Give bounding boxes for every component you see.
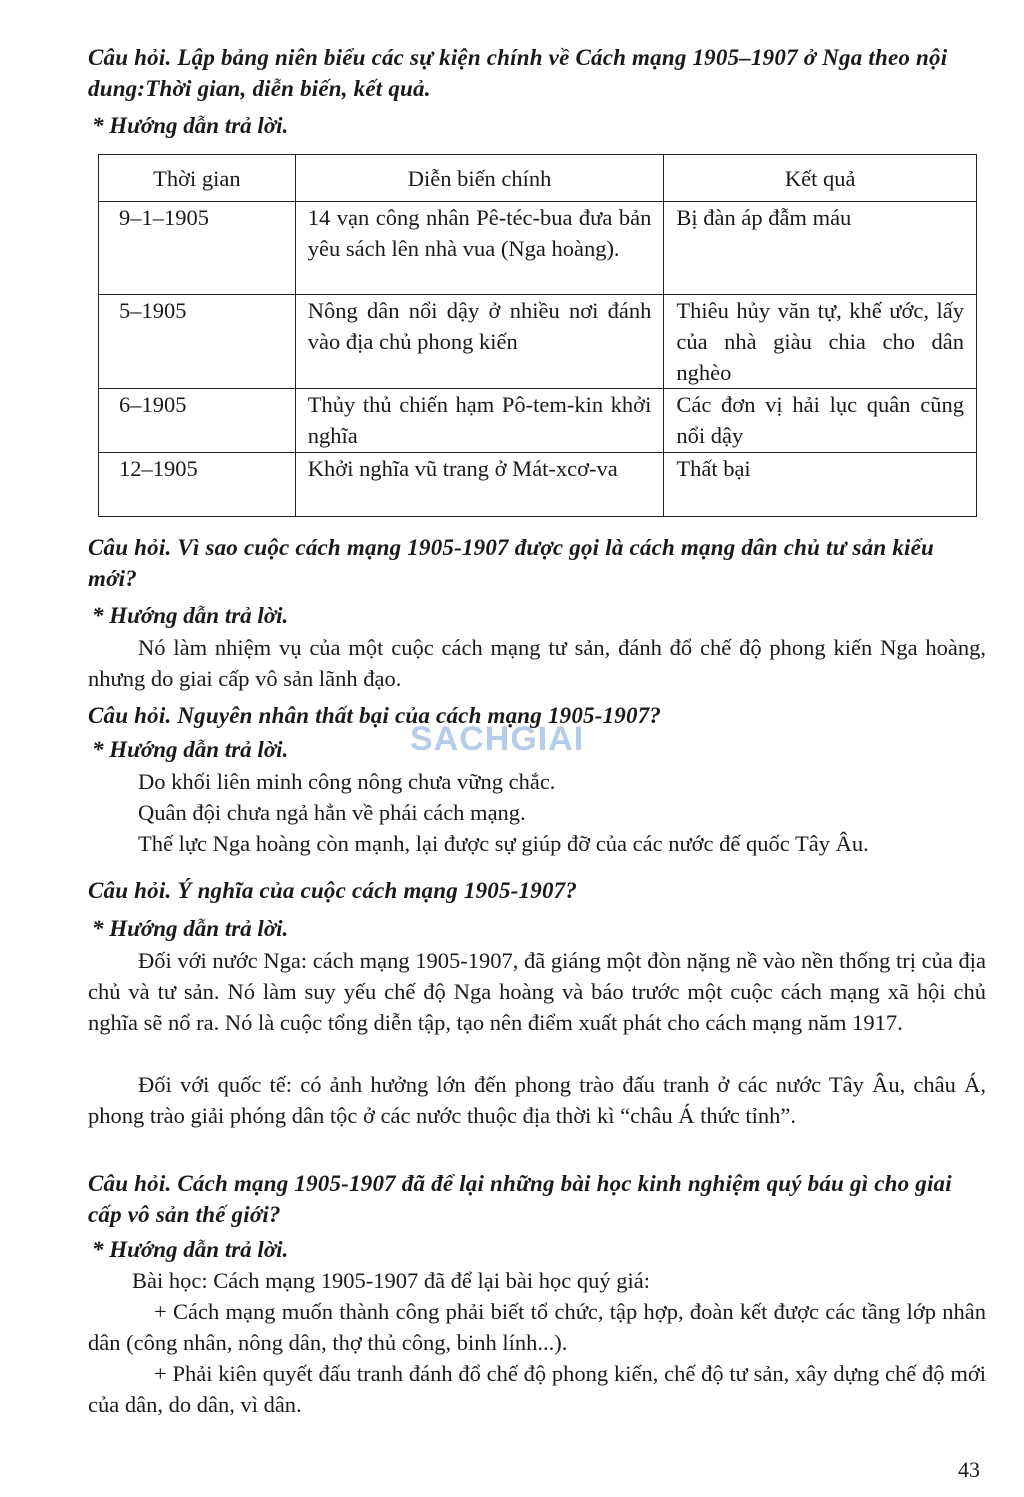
answer-paragraph: Đối với nước Nga: cách mạng 1905-1907, đã giáng một đòn nặng nề vào nền thống trị của địa chủ và tư sản. Nó làm suy yếu chế độ Nga hoàng và báo trước một cuộc cách mạng xã hội chủ nghĩa sẽ nổ ra. Nó là cuộc tổng diễn tập, tạo nên điểm xuất phát cho cách mạng năm 1917. (88, 948, 986, 1035)
answer-guide-heading: * Hướng dẫn trả lời. (92, 737, 289, 762)
answer-paragraph: Nó làm nhiệm vụ của một cuộc cách mạng tư sản, đánh đổ chế độ phong kiến Nga hoàng, nhưng do giai cấp vô sản lãnh đạo. (88, 635, 986, 691)
col-header-time: Thời gian (99, 155, 296, 202)
question-1: Câu hỏi. Lập bảng niên biểu các sự kiện chính về Cách mạng 1905–1907 ở Nga theo nội dung:Thời gian, diễn biến, kết quả. (88, 45, 948, 101)
question-3: Câu hỏi. Nguyên nhân thất bại của cách mạng 1905-1907? (88, 703, 662, 728)
col-header-result: Kết quả (664, 155, 977, 202)
answer-paragraph: Đối với quốc tế: có ảnh hưởng lớn đến phong trào đấu tranh ở các nước Tây Âu, châu Á, phong trào giải phóng dân tộc ở các nước thuộc địa thời kì “châu Á thức tỉnh”. (88, 1072, 986, 1128)
cell-event: Khởi nghĩa vũ trang ở Mát-xcơ-va (295, 453, 664, 517)
answer-guide-heading: * Hướng dẫn trả lời. (92, 916, 289, 941)
cell-time: 5–1905 (99, 295, 296, 389)
answer-bullet: + Cách mạng muốn thành công phải biết tổ chức, tập hợp, đoàn kết được các tầng lớp nhân dân (công nhân, nông dân, thợ thủ công, binh lính...). (88, 1299, 986, 1355)
watermark-logo: SACHGIAI (410, 720, 585, 758)
cell-event: Thủy thủ chiến hạm Pô-tem-kin khởi nghĩa (295, 389, 664, 453)
answer-guide-heading: * Hướng dẫn trả lời. (92, 113, 289, 138)
table-header-row (99, 155, 977, 202)
col-header-events: Diễn biến chính (295, 155, 664, 202)
question-4: Câu hỏi. Ý nghĩa của cuộc cách mạng 1905-1907? (88, 878, 578, 903)
answer-bullet: + Phải kiên quyết đấu tranh đánh đổ chế độ phong kiến, chế độ tư sản, xây dựng chế độ mới của dân, do dân, vì dân. (88, 1361, 986, 1417)
answer-intro: Bài học: Cách mạng 1905-1907 đã để lại bài học quý giá: (132, 1268, 650, 1293)
question-5: Câu hỏi. Cách mạng 1905-1907 đã để lại những bài học kinh nghiệm quý báu gì cho giai cấp vô sản thế giới? (88, 1171, 952, 1227)
answer-line: Quân đội chưa ngả hẳn về phái cách mạng. (138, 800, 526, 825)
cell-event: 14 vạn công nhân Pê-téc-bua đưa bản yêu sách lên nhà vua (Nga hoàng). (295, 202, 664, 295)
cell-time: 12–1905 (99, 453, 296, 517)
answer-guide-heading: * Hướng dẫn trả lời. (92, 1237, 289, 1262)
answer-line: Do khối liên minh công nông chưa vững chắc. (138, 769, 556, 794)
question-2: Câu hỏi. Vì sao cuộc cách mạng 1905-1907 được gọi là cách mạng dân chủ tư sản kiểu mới? (88, 535, 935, 591)
chronology-table (98, 154, 977, 517)
cell-result: Các đơn vị hải lục quân cũng nổi dậy (664, 389, 977, 453)
cell-result: Bị đàn áp đẫm máu (664, 202, 977, 295)
table-row (99, 202, 977, 295)
answer-guide-heading: * Hướng dẫn trả lời. (92, 603, 289, 628)
table-row (99, 389, 977, 453)
answer-line: Thế lực Nga hoàng còn mạnh, lại được sự giúp đỡ của các nước đế quốc Tây Âu. (138, 831, 869, 856)
cell-time: 6–1905 (99, 389, 296, 453)
page-number: 43 (958, 1457, 980, 1482)
cell-result: Thiêu hủy văn tự, khế ước, lấy của nhà giàu chia cho dân nghèo (664, 295, 977, 389)
table-row (99, 453, 977, 517)
table-row (99, 295, 977, 389)
cell-time: 9–1–1905 (99, 202, 296, 295)
cell-event: Nông dân nổi dậy ở nhiều nơi đánh vào địa chủ phong kiến (295, 295, 664, 389)
cell-result: Thất bại (664, 453, 977, 517)
